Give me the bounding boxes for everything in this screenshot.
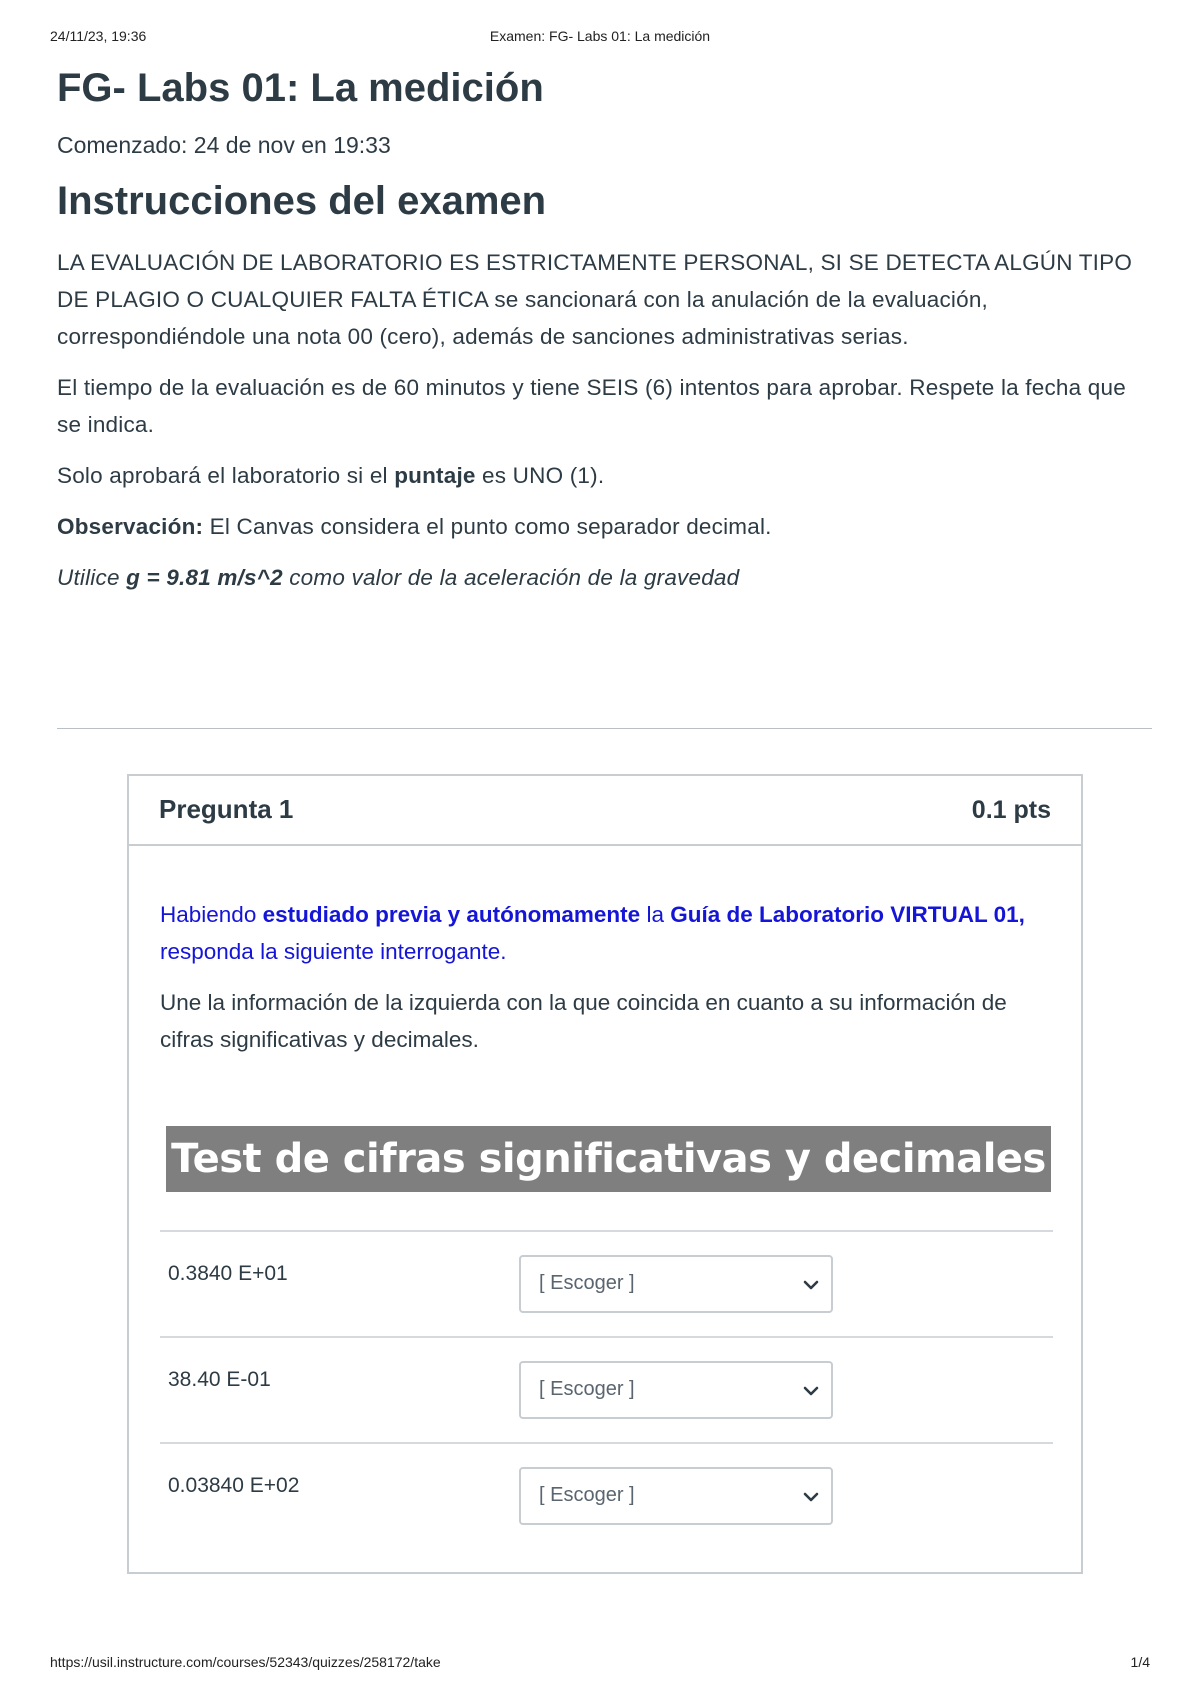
print-doc-title: Examen: FG- Labs 01: La medición bbox=[489, 28, 711, 44]
page-title: FG- Labs 01: La medición bbox=[57, 66, 544, 110]
match-row bbox=[160, 1336, 1053, 1442]
intro-text-1: Habiendo bbox=[160, 902, 263, 927]
intro-bold-2: Guía de Laboratorio VIRTUAL 01, bbox=[670, 902, 1025, 927]
question-banner-image: Test de cifras significativas y decimales bbox=[166, 1126, 1051, 1192]
match-left-value: 38.40 E-01 bbox=[168, 1368, 271, 1391]
p4-bold: Observación: bbox=[57, 514, 204, 539]
match-left-value: 0.3840 E+01 bbox=[168, 1262, 288, 1285]
intro-text-2: la bbox=[640, 902, 671, 927]
intro-bold-1: estudiado previa y autónomamente bbox=[262, 902, 641, 927]
p3-text-after: es UNO (1). bbox=[475, 463, 605, 488]
instructions-paragraph-3 bbox=[57, 457, 1152, 494]
select-label: [ Escoger ] bbox=[539, 1378, 635, 1400]
question-points: 0.1 pts bbox=[971, 796, 1051, 824]
p3-text-before: Solo aprobará el laboratorio si el bbox=[57, 463, 395, 488]
print-header bbox=[50, 28, 1150, 48]
instructions-paragraph-5 bbox=[57, 559, 1152, 596]
question-name: Pregunta 1 bbox=[159, 794, 294, 824]
p3-bold: puntaje bbox=[394, 463, 476, 488]
instructions-paragraph-2: El tiempo de la evaluación es de 60 minutos y tiene SEIS (6) intentos para aprobar. Respete la fecha que se indica. bbox=[57, 375, 1126, 437]
match-select-dropdown[interactable] bbox=[519, 1467, 833, 1525]
print-date: 24/11/23, 19:36 bbox=[50, 28, 147, 44]
instructions-heading: Instrucciones del examen bbox=[57, 179, 547, 223]
chevron-down-icon bbox=[803, 1489, 819, 1505]
question-card bbox=[127, 774, 1083, 1574]
question-intro bbox=[160, 896, 1060, 970]
p5-bold: g = 9.81 m/s^2 bbox=[126, 565, 283, 590]
select-label: [ Escoger ] bbox=[539, 1272, 635, 1294]
print-footer bbox=[50, 1654, 1150, 1674]
print-url: https://usil.instructure.com/courses/52343/quizzes/258172/take bbox=[50, 1654, 441, 1670]
page-number: 1/4 bbox=[1130, 1654, 1150, 1670]
quiz-content bbox=[57, 60, 1152, 596]
instructions-paragraph-4 bbox=[57, 508, 1152, 545]
intro-text-3: responda la siguiente interrogante. bbox=[160, 939, 507, 964]
matching-table bbox=[160, 1230, 1053, 1548]
question-text: Une la información de la izquierda con la que coincida en cuanto a su información de cifras significativas y decimales. bbox=[160, 990, 1007, 1052]
select-label: [ Escoger ] bbox=[539, 1484, 635, 1506]
chevron-down-icon bbox=[803, 1383, 819, 1399]
question-body bbox=[160, 896, 1060, 1058]
match-row bbox=[160, 1442, 1053, 1548]
p5-text-before: Utilice bbox=[57, 565, 127, 590]
p4-text: El Canvas considera el punto como separador decimal. bbox=[203, 514, 772, 539]
instructions-paragraph-1: LA EVALUACIÓN DE LABORATORIO ES ESTRICTAMENTE PERSONAL, SI SE DETECTA ALGÚN TIPO DE PLAGIO O CUALQUIER FALTA ÉTICA se sancionará con la anulación de la evaluación, correspondiéndole una nota 00 (cero), además de sanciones administrativas serias. bbox=[57, 250, 1133, 349]
question-header bbox=[129, 776, 1081, 846]
match-select-dropdown[interactable] bbox=[519, 1361, 833, 1419]
match-row bbox=[160, 1230, 1053, 1336]
match-select-dropdown[interactable] bbox=[519, 1255, 833, 1313]
section-divider bbox=[57, 728, 1152, 729]
chevron-down-icon bbox=[803, 1277, 819, 1293]
p5-text-after: como valor de la aceleración de la gravedad bbox=[282, 565, 740, 590]
match-left-value: 0.03840 E+02 bbox=[168, 1474, 300, 1497]
started-time: Comenzado: 24 de nov en 19:33 bbox=[57, 132, 391, 158]
